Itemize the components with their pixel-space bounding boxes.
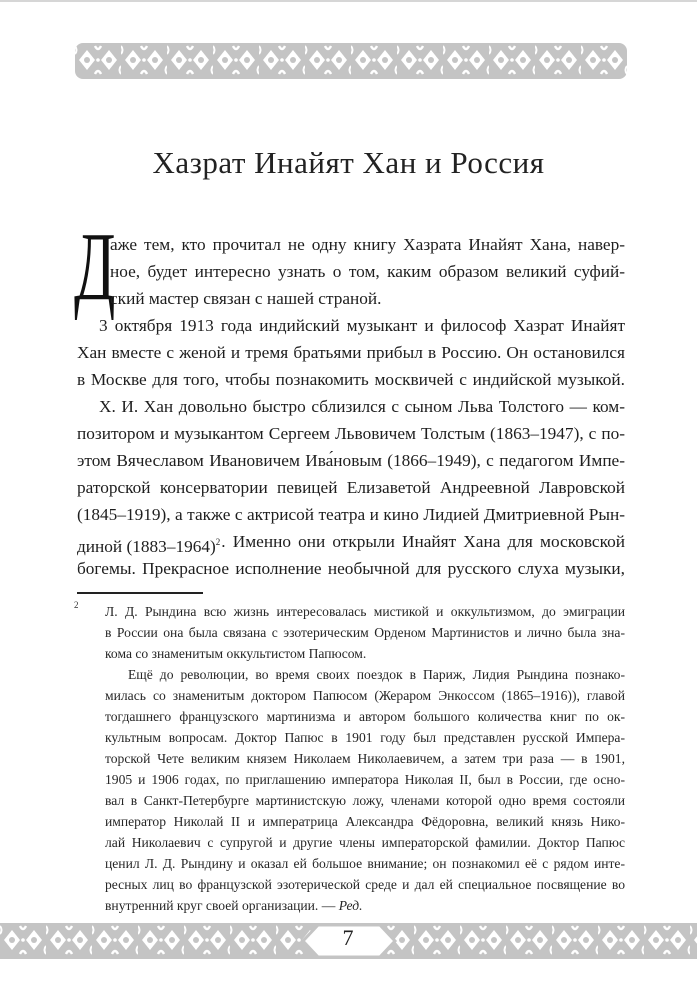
footnote-line: милась со знаменитым доктором Папюсом (Жераром Энкоссом (1865–1916)), главой bbox=[105, 688, 625, 703]
body-line-rest: . Именно они открыли Инайят Хана для московской bbox=[221, 532, 625, 551]
footnote-line: в России она была связана с эзотерическим Орденом Мартинистов и лично была зна- bbox=[105, 625, 625, 640]
footnote-line: вал в Санкт-Петербурге мартинистскую ложу, членами которой одно время состояли bbox=[105, 793, 625, 808]
footnote-line: торской Чете великим князем Николаем Николаевичем, а затем три раза — в 1901, bbox=[105, 751, 625, 766]
body-line: раторской консерватории певицей Елизаветой Андреевной Лавровской bbox=[77, 478, 625, 497]
body-line: ное, будет интересно узнать о том, каким образом великий суфий- bbox=[110, 262, 625, 281]
footnote-line: ресных лиц во французской эзотерической среде и дал ей специальное посвящение во bbox=[105, 877, 625, 892]
body-line: в Москве для того, чтобы познакомить москвичей с индийской музыкой. bbox=[77, 370, 625, 389]
body-line: ский мастер связан с нашей страной. bbox=[110, 289, 382, 308]
footnote-separator bbox=[77, 592, 203, 594]
footnote-ref[interactable]: 2 bbox=[215, 537, 221, 547]
footnote-line: кома со знаменитым оккультистом Папюсом. bbox=[105, 646, 367, 661]
body-line-text: диной (1883–1964) bbox=[77, 537, 216, 556]
body-line-start bbox=[77, 531, 220, 558]
chapter-title: Хазрат Инайят Хан и Россия bbox=[152, 145, 545, 180]
body-line: Х. И. Хан довольно быстро сблизился с сыном Льва Толстого — ком- bbox=[99, 397, 625, 416]
footnote-number: 2 bbox=[74, 600, 79, 610]
body-line bbox=[77, 531, 625, 558]
body-line: (1845–1919), а также с актрисой театра и кино Лидией Дмитриевной Рын- bbox=[77, 505, 625, 524]
editor-signature: Ред. bbox=[338, 898, 363, 913]
footnote-line: Ещё до революции, во время своих поездок в Париж, Лидия Рындина познако- bbox=[128, 667, 625, 682]
page-top-edge bbox=[0, 0, 697, 2]
header-ornament bbox=[75, 42, 627, 80]
page-number: 7 bbox=[342, 925, 354, 950]
footnote-line: лай Николаевич с супругой и другие члены императорской фамилии. Доктор Папюс bbox=[105, 835, 625, 850]
footnote-line: 1905 и 1906 годах, по приглашению императора Николая II, был в России, где осно- bbox=[105, 772, 625, 787]
body-line: Хан вместе с женой и тремя братьями прибыл в Россию. Он остановился bbox=[77, 343, 625, 362]
drop-cap: Д bbox=[74, 213, 116, 321]
body-line: богемы. Прекрасное исполнение необычной для русского слуха музыки, bbox=[77, 559, 625, 578]
footnote-line bbox=[105, 897, 625, 915]
body-line: аже тем, кто прочитал не одну книгу Хазрата Инайят Хана, навер- bbox=[110, 235, 625, 254]
body-line: этом Вячеславом Ивановичем Ива́новым (1866–1949), с педагогом Импе- bbox=[77, 451, 625, 470]
footnote-line: тогдашнего французского мартинизма и автором большого количества книг по ок- bbox=[105, 709, 625, 724]
footnote-line: император Николай II и императрица Александра Фёдоровна, великий князь Нико- bbox=[105, 814, 625, 829]
footnote-line-text: внутренний круг своей организации. — bbox=[105, 898, 339, 913]
body-line: 3 октября 1913 года индийский музыкант и философ Хазрат Инайят bbox=[99, 316, 625, 335]
footnote-line: ценил Л. Д. Рындину и оказал ей большое внимание; он познакомил её с рядом инте- bbox=[105, 856, 625, 871]
footnote-line: культным вопросам. Доктор Папюс в 1901 году был представлен русской Импера- bbox=[105, 730, 625, 745]
body-line: позитором и музыкантом Сергеем Львовичем Толстым (1863–1947), с по- bbox=[77, 424, 625, 443]
footnote-line: Л. Д. Рындина всю жизнь интересовалась мистикой и оккультизмом, до эмиграции bbox=[105, 604, 625, 619]
